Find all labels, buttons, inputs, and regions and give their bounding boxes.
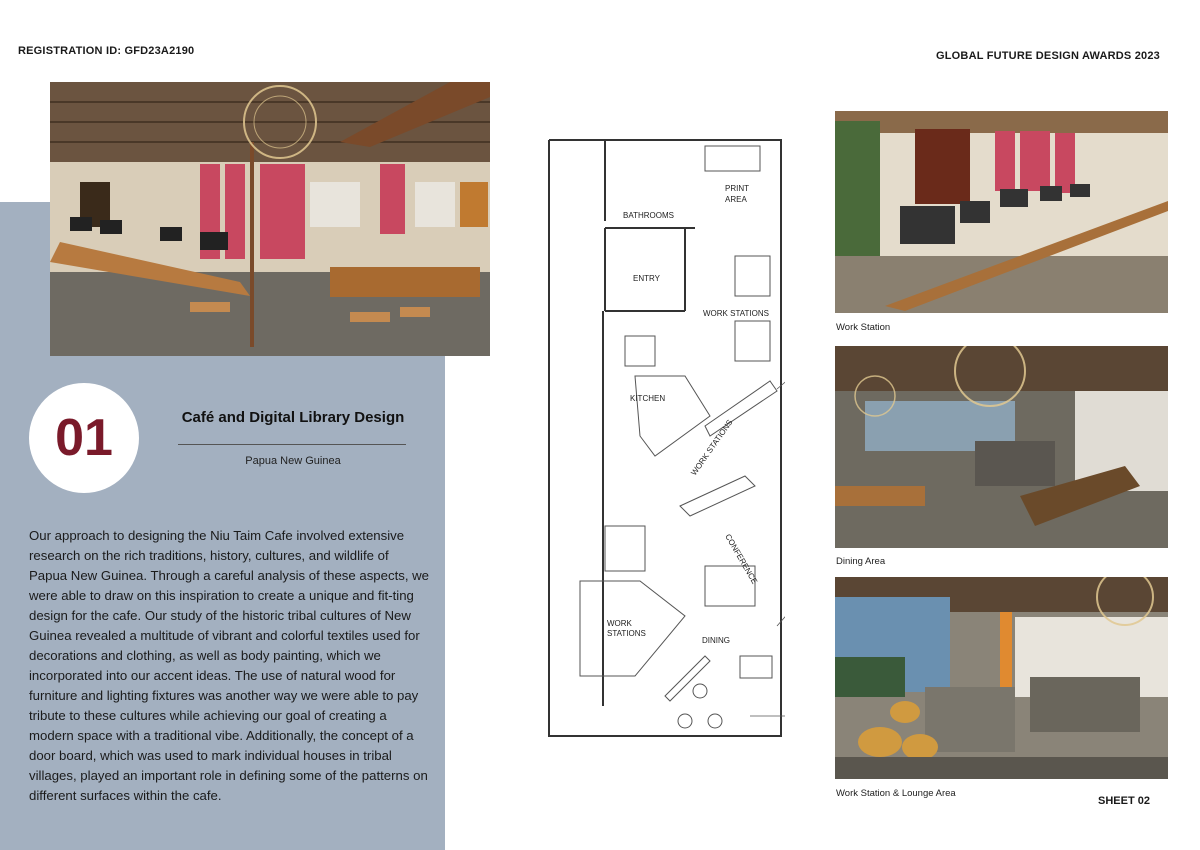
plan-label-dining: DINING xyxy=(702,636,730,645)
award-title: GLOBAL FUTURE DESIGN AWARDS 2023 xyxy=(936,50,1160,62)
caption-work-station: Work Station xyxy=(836,322,891,333)
plan-label-kitchen: KITCHEN xyxy=(630,394,666,403)
registration-id: REGISTRATION ID: GFD23A2190 xyxy=(18,45,195,57)
plan-label-conference: CONFERENCE xyxy=(723,532,760,586)
plan-label-print-1: PRINT xyxy=(725,184,749,193)
project-number-badge xyxy=(29,383,139,493)
caption-work-station-lounge: Work Station & Lounge Area xyxy=(836,788,956,799)
dining-area-photo xyxy=(835,346,1168,548)
plan-label-work-stations-left-1: WORK xyxy=(607,619,632,628)
project-description: Our approach to designing the Niu Taim Cafe involved extensive research on the rich traditions, history, cultures, and wildlife of Papua New Guinea. Through a careful analysis of these aspects, we were able to draw on this inspiration to create a unique and fit-ting design for the cafe. Our study of the historic tribal cultures of New Guinea revealed a multitude of vibrant and colorful textiles used for decorations and clothing, as well as body painting, which we incorporated into our accent ideas. The use of natural wood for furniture and lighting fixtures was another way we were able to pay tribute to these cultures while achieving our goal of creating a modern space with a traditional vibe. Additionally, the concept of a door board, which was used to mark individual houses in tribal villages, played an important role in defining some of the patterns on different surfaces within the cafe. xyxy=(29,528,430,803)
plan-label-bathrooms: BATHROOMS xyxy=(623,211,674,220)
project-location: Papua New Guinea xyxy=(245,455,341,467)
plan-label-work-stations-diag: WORK STATIONS xyxy=(689,417,735,478)
plan-label-work-stations-top: WORK STATIONS xyxy=(703,309,769,318)
sheet-number: SHEET 02 xyxy=(1098,795,1150,807)
project-number: 01 xyxy=(55,409,113,467)
main-render-image xyxy=(50,82,490,356)
plan-label-work-stations-left-2: STATIONS xyxy=(607,629,646,638)
plan-label-print-2: AREA xyxy=(725,195,747,204)
title-divider xyxy=(178,444,406,445)
caption-dining-area: Dining Area xyxy=(836,556,886,567)
floor-plan xyxy=(545,136,785,748)
project-title: Café and Digital Library Design xyxy=(181,409,405,426)
lounge-area-photo xyxy=(835,577,1168,779)
work-station-photo xyxy=(835,111,1168,313)
plan-label-entry: ENTRY xyxy=(633,274,660,283)
